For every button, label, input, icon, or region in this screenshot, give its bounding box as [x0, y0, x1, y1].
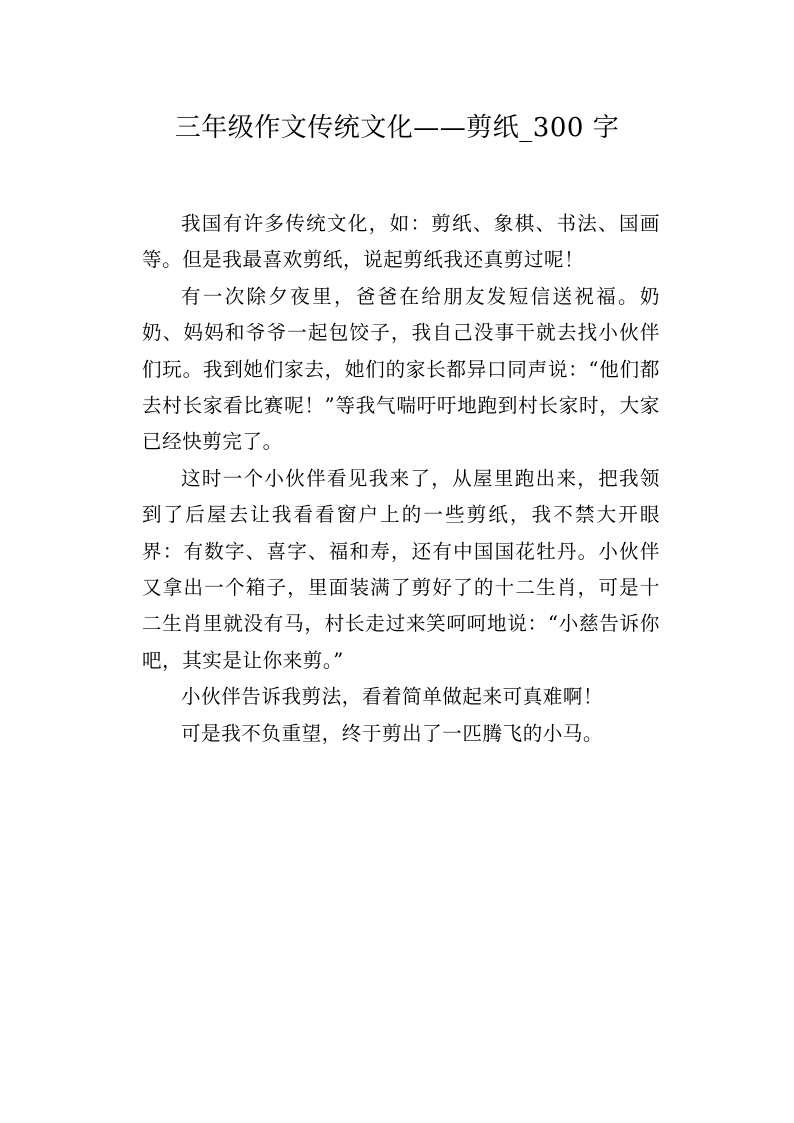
document-body [142, 206, 660, 752]
paragraph-1: 我国有许多传统文化，如：剪纸、象棋、书法、国画等。但是我最喜欢剪纸，说起剪纸我还真剪过呢！ [142, 212, 660, 272]
paragraph-2: 有一次除夕夜里，爸爸在给朋友发短信送祝福。奶奶、妈妈和爷爷一起包饺子，我自己没事干就去找小伙伴们玩。我到她们家去，她们的家长都异口同声说：“他们都去村长家看比赛呢！”等我气喘吁吁地跑到村长家时，大家已经快剪完了。 [142, 284, 660, 454]
paragraph-5: 可是我不负重望，终于剪出了一匹腾飞的小马。 [181, 721, 604, 745]
paragraph-3: 这时一个小伙伴看见我来了，从屋里跑出来，把我领到了后屋去让我看看窗户上的一些剪纸，我不禁大开眼界：有数字、喜字、福和寿，还有中国国花牡丹。小伙伴又拿出一个箱子，里面装满了剪好了的十二生肖，可是十二生肖里就没有马，村长走过来笑呵呵地说：“小慈告诉你吧，其实是让你来剪。” [142, 466, 660, 672]
paragraph-4: 小伙伴告诉我剪法，看着简单做起来可真难啊！ [181, 685, 604, 709]
document-title: 三年级作文传统文化——剪纸_300 字 [174, 113, 620, 143]
